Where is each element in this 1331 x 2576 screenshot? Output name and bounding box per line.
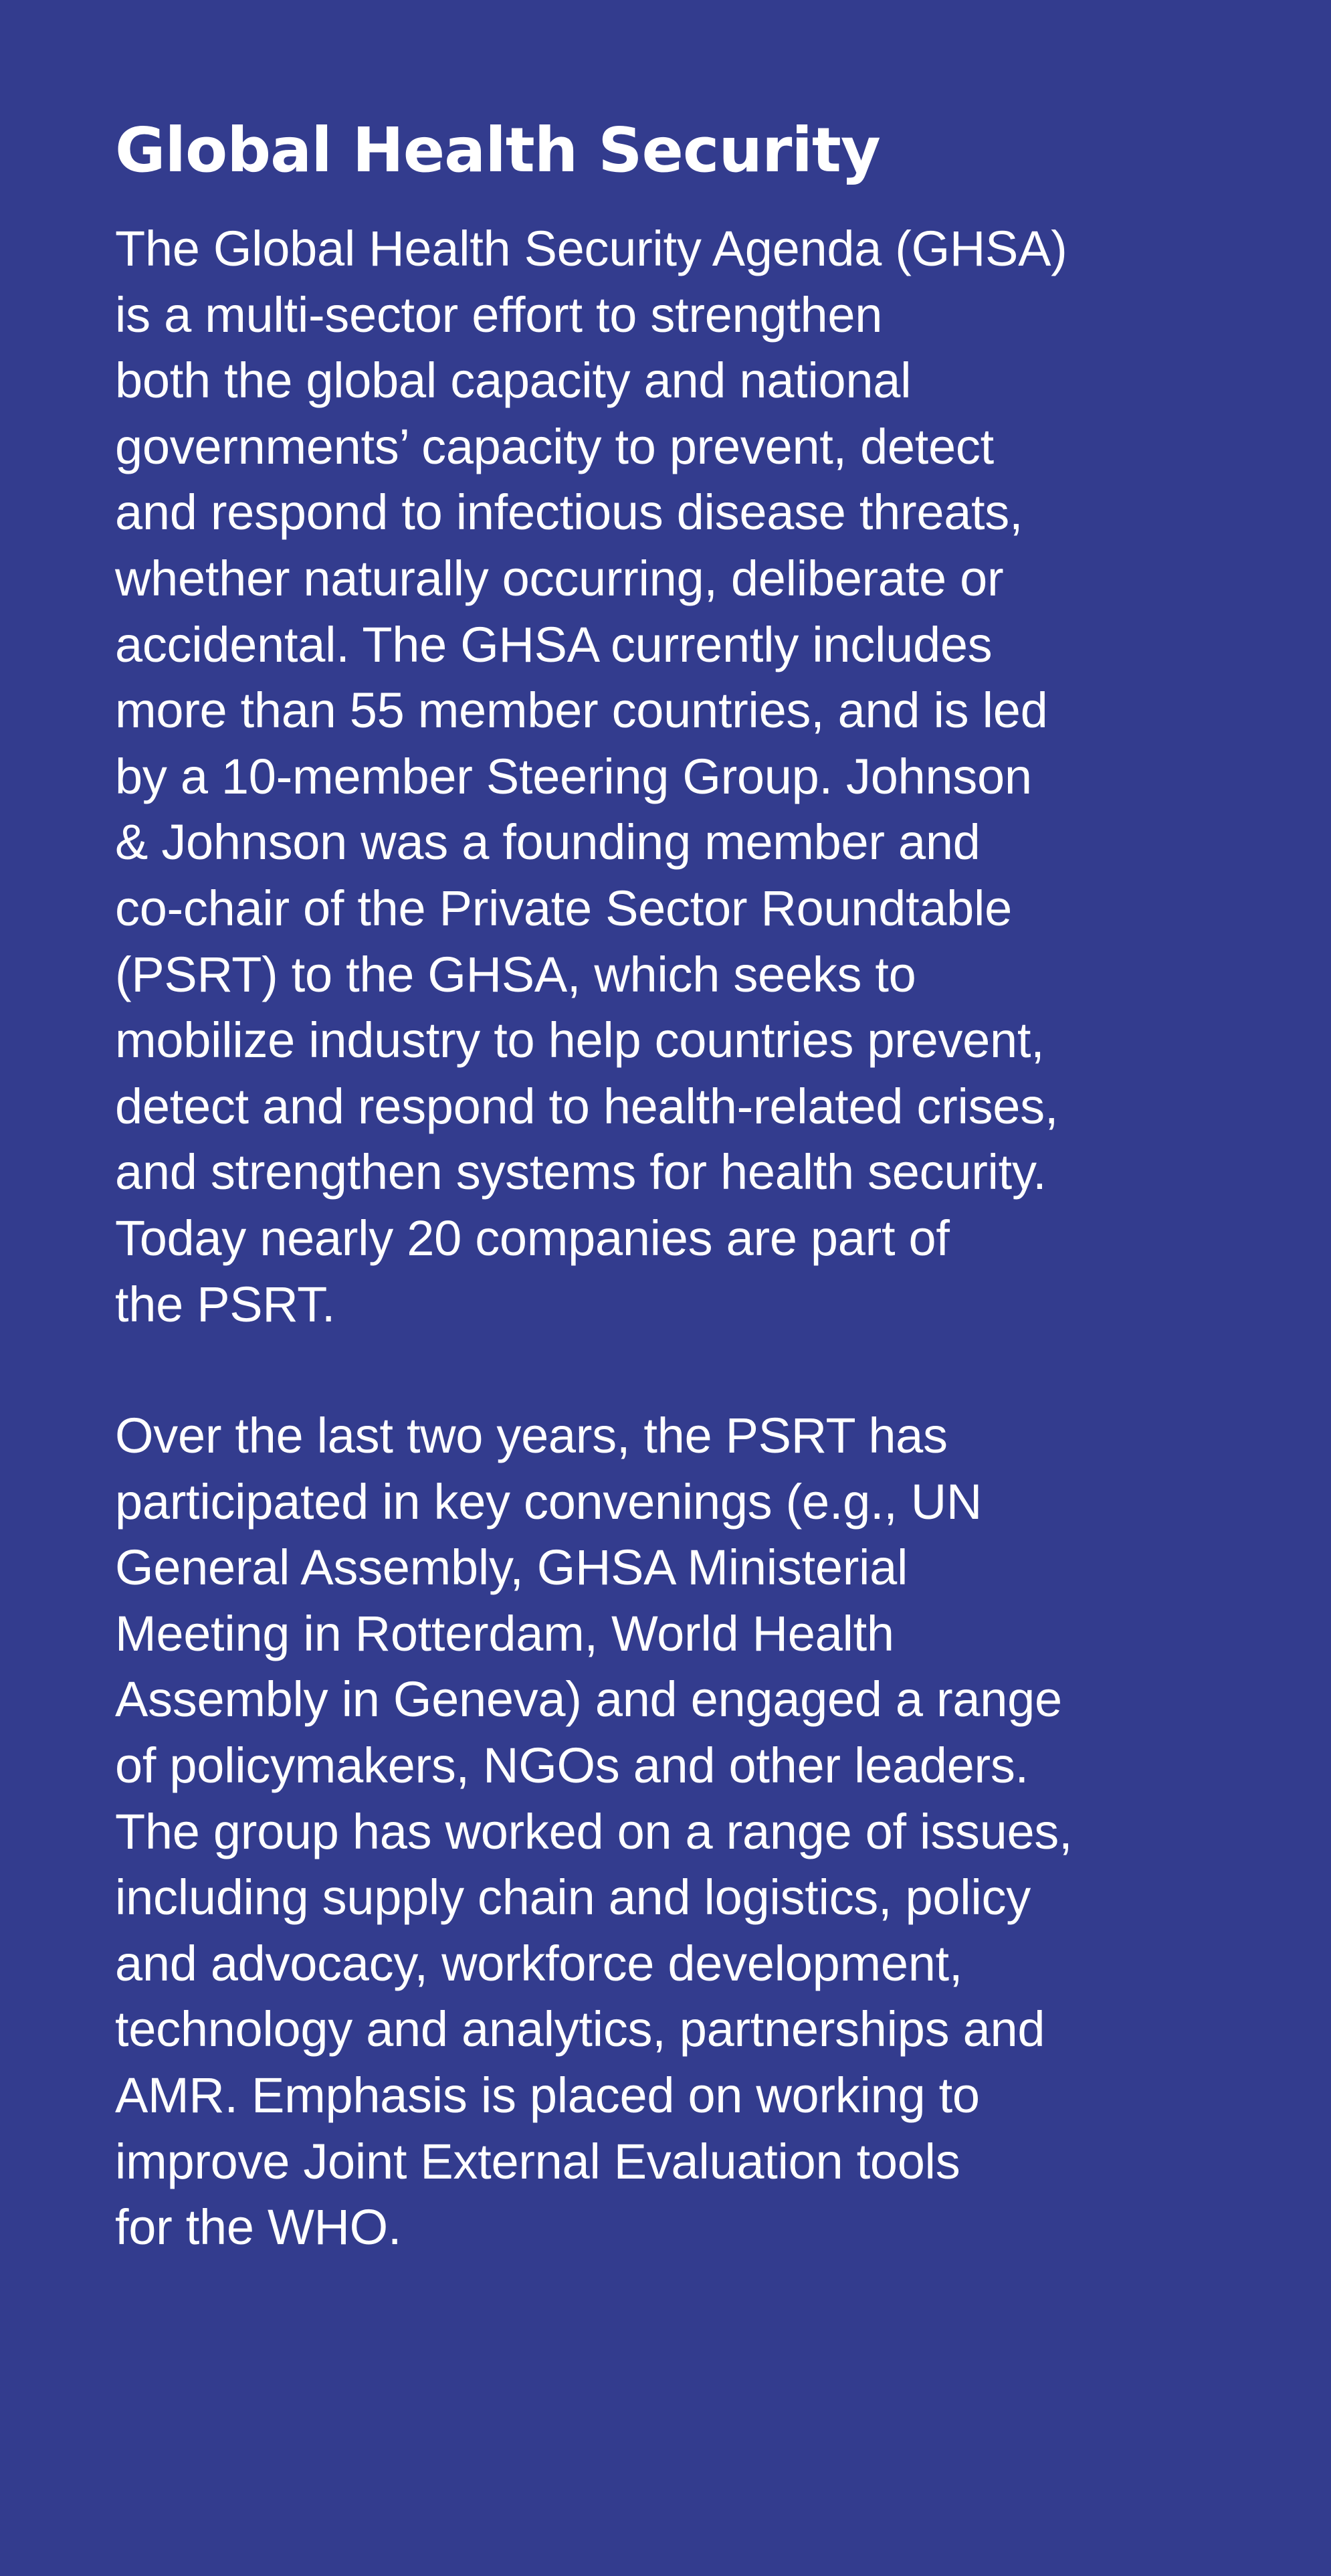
paragraph-line: whether naturally occurring, deliberate or: [115, 550, 1004, 606]
paragraph-line: Assembly in Geneva) and engaged a range: [115, 1671, 1062, 1728]
paragraph-line: General Assembly, GHSA Ministerial: [115, 1540, 908, 1596]
paragraph-line: technology and analytics, partnerships and: [115, 2001, 1045, 2057]
paragraph-line: governments’ capacity to prevent, detect: [115, 418, 994, 474]
paragraph-line: co-chair of the Private Sector Roundtable: [115, 880, 1012, 936]
panel-title: Global Health Security: [115, 114, 880, 186]
paragraph-line: including supply chain and logistics, policy: [115, 1869, 1031, 1926]
paragraph-line: accidental. The GHSA currently includes: [115, 616, 993, 672]
paragraph-line: of policymakers, NGOs and other leaders.: [115, 1738, 1029, 1794]
paragraph-line: for the WHO.: [115, 2199, 402, 2256]
paragraph-line: & Johnson was a founding member and: [115, 814, 981, 870]
psrt-activities-paragraph: [115, 1403, 1231, 2261]
paragraph-line: more than 55 member countries, and is led: [115, 682, 1048, 739]
paragraph-line: AMR. Emphasis is placed on working to: [115, 2067, 980, 2124]
paragraph-line: and advocacy, workforce development,: [115, 1935, 963, 1991]
paragraph-line: The Global Health Security Agenda (GHSA): [115, 221, 1067, 276]
paragraph-line: and strengthen systems for health security.: [115, 1144, 1047, 1200]
paragraph-line: by a 10-member Steering Group. Johnson: [115, 748, 1032, 804]
paragraph-line: is a multi-sector effort to strengthen: [115, 286, 883, 343]
paragraph-line: Today nearly 20 companies are part of: [115, 1210, 950, 1266]
paragraph-line: detect and respond to health-related crises,: [115, 1078, 1059, 1134]
paragraph-line: improve Joint External Evaluation tools: [115, 2133, 960, 2189]
paragraph-line: Meeting in Rotterdam, World Health: [115, 1605, 894, 1661]
paragraph-line: The group has worked on a range of issues,: [115, 1803, 1073, 1859]
paragraph-line: both the global capacity and national: [115, 353, 912, 409]
paragraph-line: mobilize industry to help countries prevent,: [115, 1012, 1045, 1069]
paragraph-line: Over the last two years, the PSRT has: [115, 1408, 948, 1464]
paragraph-line: (PSRT) to the GHSA, which seeks to: [115, 946, 916, 1002]
intro-paragraph: [115, 216, 1231, 1338]
paragraph-line: participated in key convenings (e.g., UN: [115, 1473, 983, 1530]
paragraph-line: and respond to infectious disease threats,: [115, 484, 1023, 541]
paragraph-line: the PSRT.: [115, 1276, 336, 1332]
